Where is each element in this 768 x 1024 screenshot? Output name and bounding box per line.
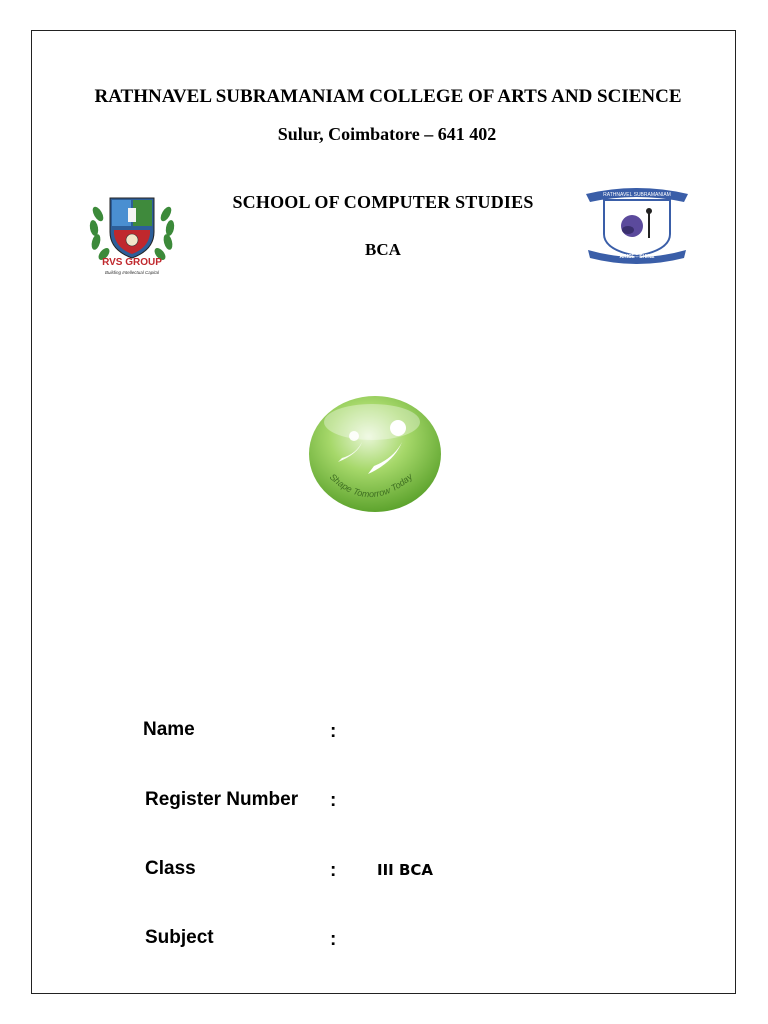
field-label-register-number: Register Number [145,789,299,810]
field-label-subject: Subject [145,927,214,948]
field-colon-register-number: : [330,790,337,811]
school-name: SCHOOL OF COMPUTER STUDIES [232,192,534,212]
field-value-class: III BCA [377,861,434,879]
college-crest-icon [584,184,690,264]
college-crest-logo [584,184,690,264]
rvs-group-emblem-icon [86,184,178,278]
field-colon-class: : [330,860,337,881]
center-logo-text: Shape Tomorrow Today [327,471,415,500]
crest-top-text: RATHNAVEL SUBRAMANIAM [603,192,671,198]
rvs-group-tagline: Building Intellectual Capital [104,270,160,275]
college-name: RATHNAVEL SUBRAMANIAM COLLEGE OF ARTS AND SCIENCE [94,86,682,107]
department-name: BCA [365,240,401,259]
field-colon-name: : [330,721,337,742]
rvs-group-logo [86,184,178,278]
shape-tomorrow-icon [302,392,448,522]
field-colon-subject: : [330,929,337,950]
field-label-class: Class [145,858,196,879]
field-label-name: Name [143,719,195,740]
college-address: Sulur, Coimbatore – 641 402 [277,124,497,144]
shape-tomorrow-logo [302,392,448,522]
crest-bottom-text: ARISE - SHINE [619,254,655,260]
rvs-group-text: RVS GROUP [102,257,162,268]
